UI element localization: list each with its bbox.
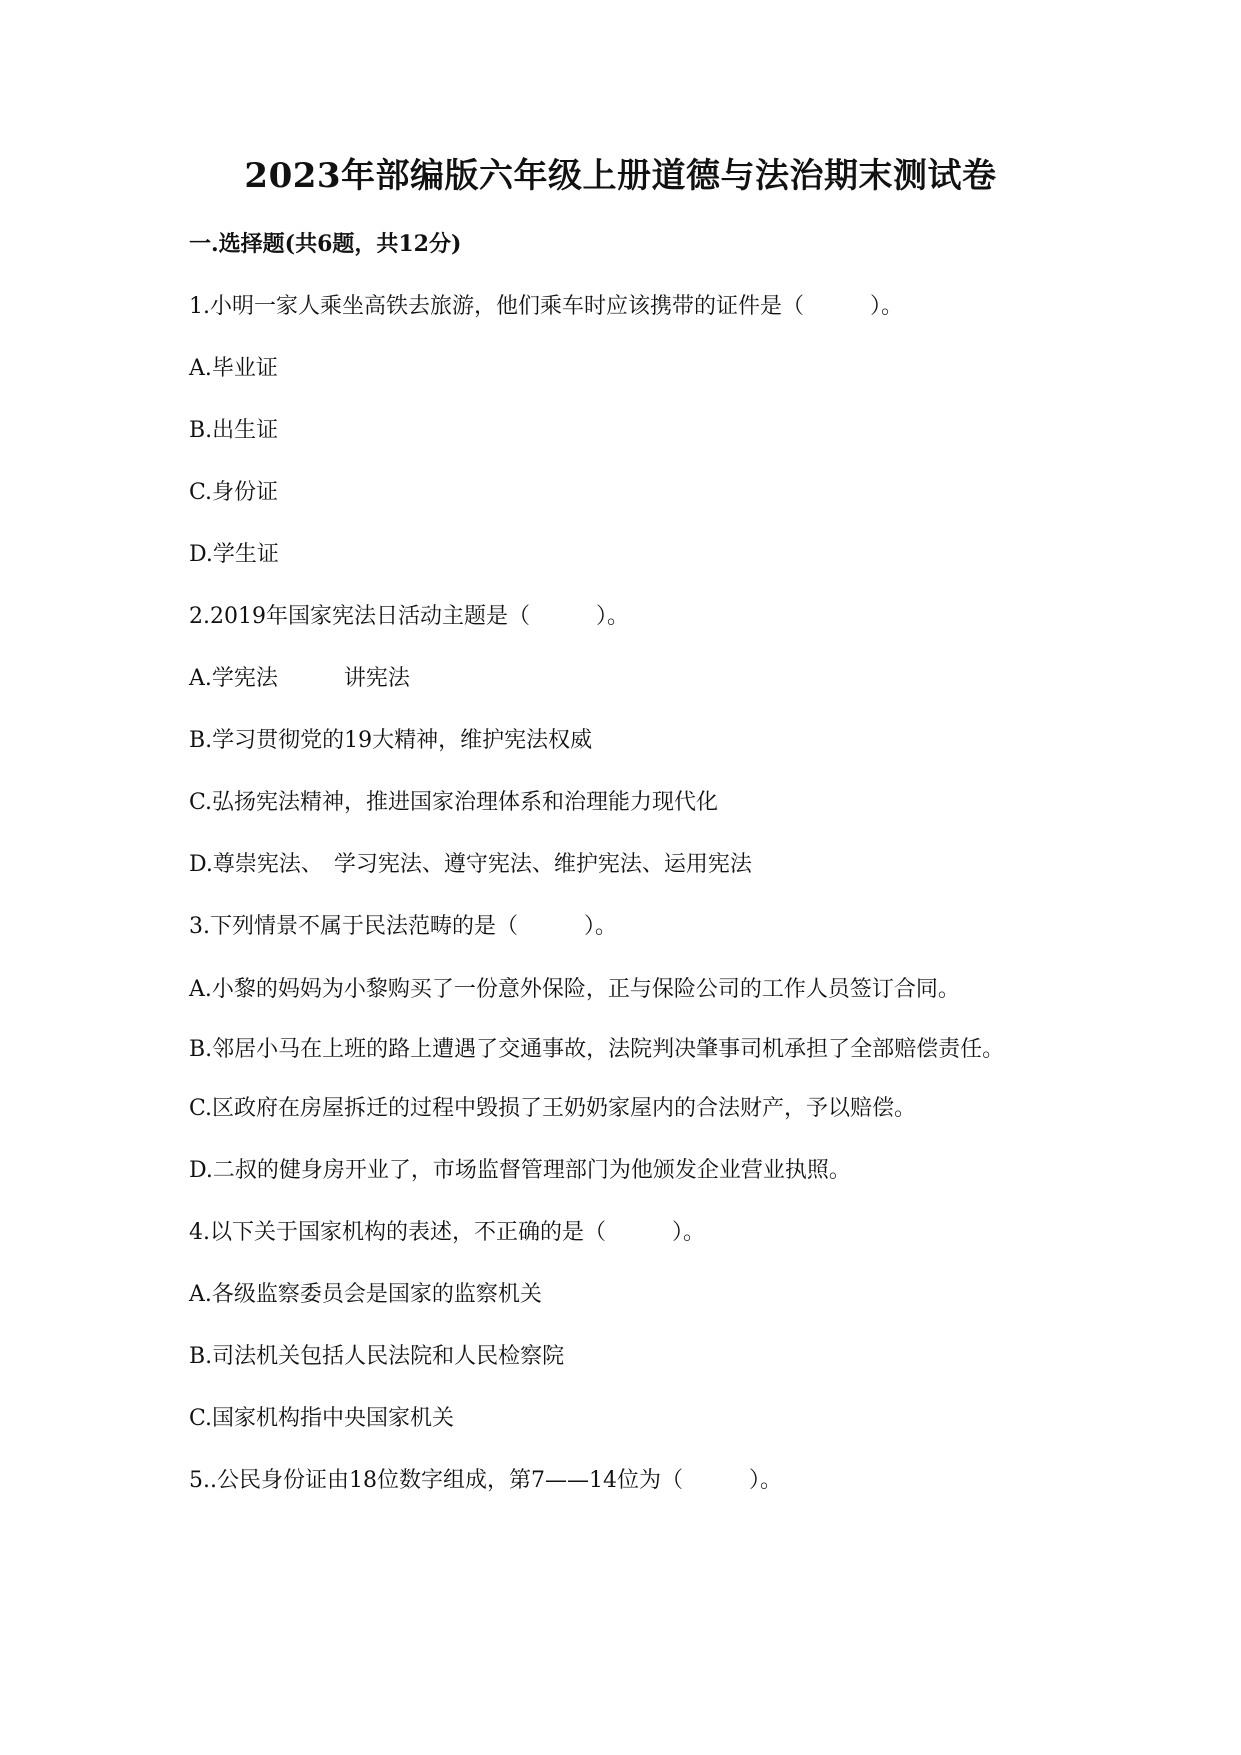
question-1-option-a: A.毕业证 bbox=[189, 356, 278, 381]
question-4-stem: 4.以下关于国家机构的表述，不正确的是（ ）。 bbox=[189, 1220, 705, 1245]
question-1-option-d: D.学生证 bbox=[189, 542, 279, 567]
question-3-option-b: B.邻居小马在上班的路上遭遇了交通事故，法院判决肇事司机承担了全部赔偿责任。 bbox=[189, 1037, 1005, 1062]
question-2-option-c: C.弘扬宪法精神，推进国家治理体系和治理能力现代化 bbox=[189, 790, 719, 815]
question-3-option-d: D.二叔的健身房开业了，市场监督管理部门为他颁发企业营业执照。 bbox=[189, 1158, 851, 1183]
question-2-option-b: B.学习贯彻党的19大精神，维护宪法权威 bbox=[189, 728, 593, 753]
section-heading: 一.选择题(共6题，共12分) bbox=[189, 231, 462, 257]
question-3-option-c: C.区政府在房屋拆迁的过程中毁损了王奶奶家屋内的合法财产，予以赔偿。 bbox=[189, 1096, 917, 1121]
question-4-option-a: A.各级监察委员会是国家的监察机关 bbox=[189, 1282, 542, 1307]
question-1-option-c: C.身份证 bbox=[189, 480, 279, 505]
question-2-option-d: D.尊崇宪法、 学习宪法、遵守宪法、维护宪法、运用宪法 bbox=[189, 852, 752, 877]
question-1-stem: 1.小明一家人乘坐高铁去旅游，他们乘车时应该携带的证件是（ ）。 bbox=[189, 294, 903, 319]
questions-list bbox=[189, 290, 1049, 1526]
question-5-stem: 5..公民身份证由18位数字组成，第7——14位为（ ）。 bbox=[189, 1468, 782, 1493]
question-4-option-b: B.司法机关包括人民法院和人民检察院 bbox=[189, 1344, 565, 1369]
question-2-option-a: A.学宪法 讲宪法 bbox=[189, 666, 410, 691]
question-4-option-c: C.国家机构指中央国家机关 bbox=[189, 1406, 455, 1431]
question-3-stem: 3.下列情景不属于民法范畴的是（ ）。 bbox=[189, 914, 617, 939]
question-3-option-a: A.小黎的妈妈为小黎购买了一份意外保险，正与保险公司的工作人员签订合同。 bbox=[189, 977, 960, 1002]
question-2-stem: 2.2019年国家宪法日活动主题是（ ）。 bbox=[189, 604, 629, 629]
page-title: 2023年部编版六年级上册道德与法治期末测试卷 bbox=[244, 156, 997, 196]
question-1-option-b: B.出生证 bbox=[189, 418, 279, 443]
